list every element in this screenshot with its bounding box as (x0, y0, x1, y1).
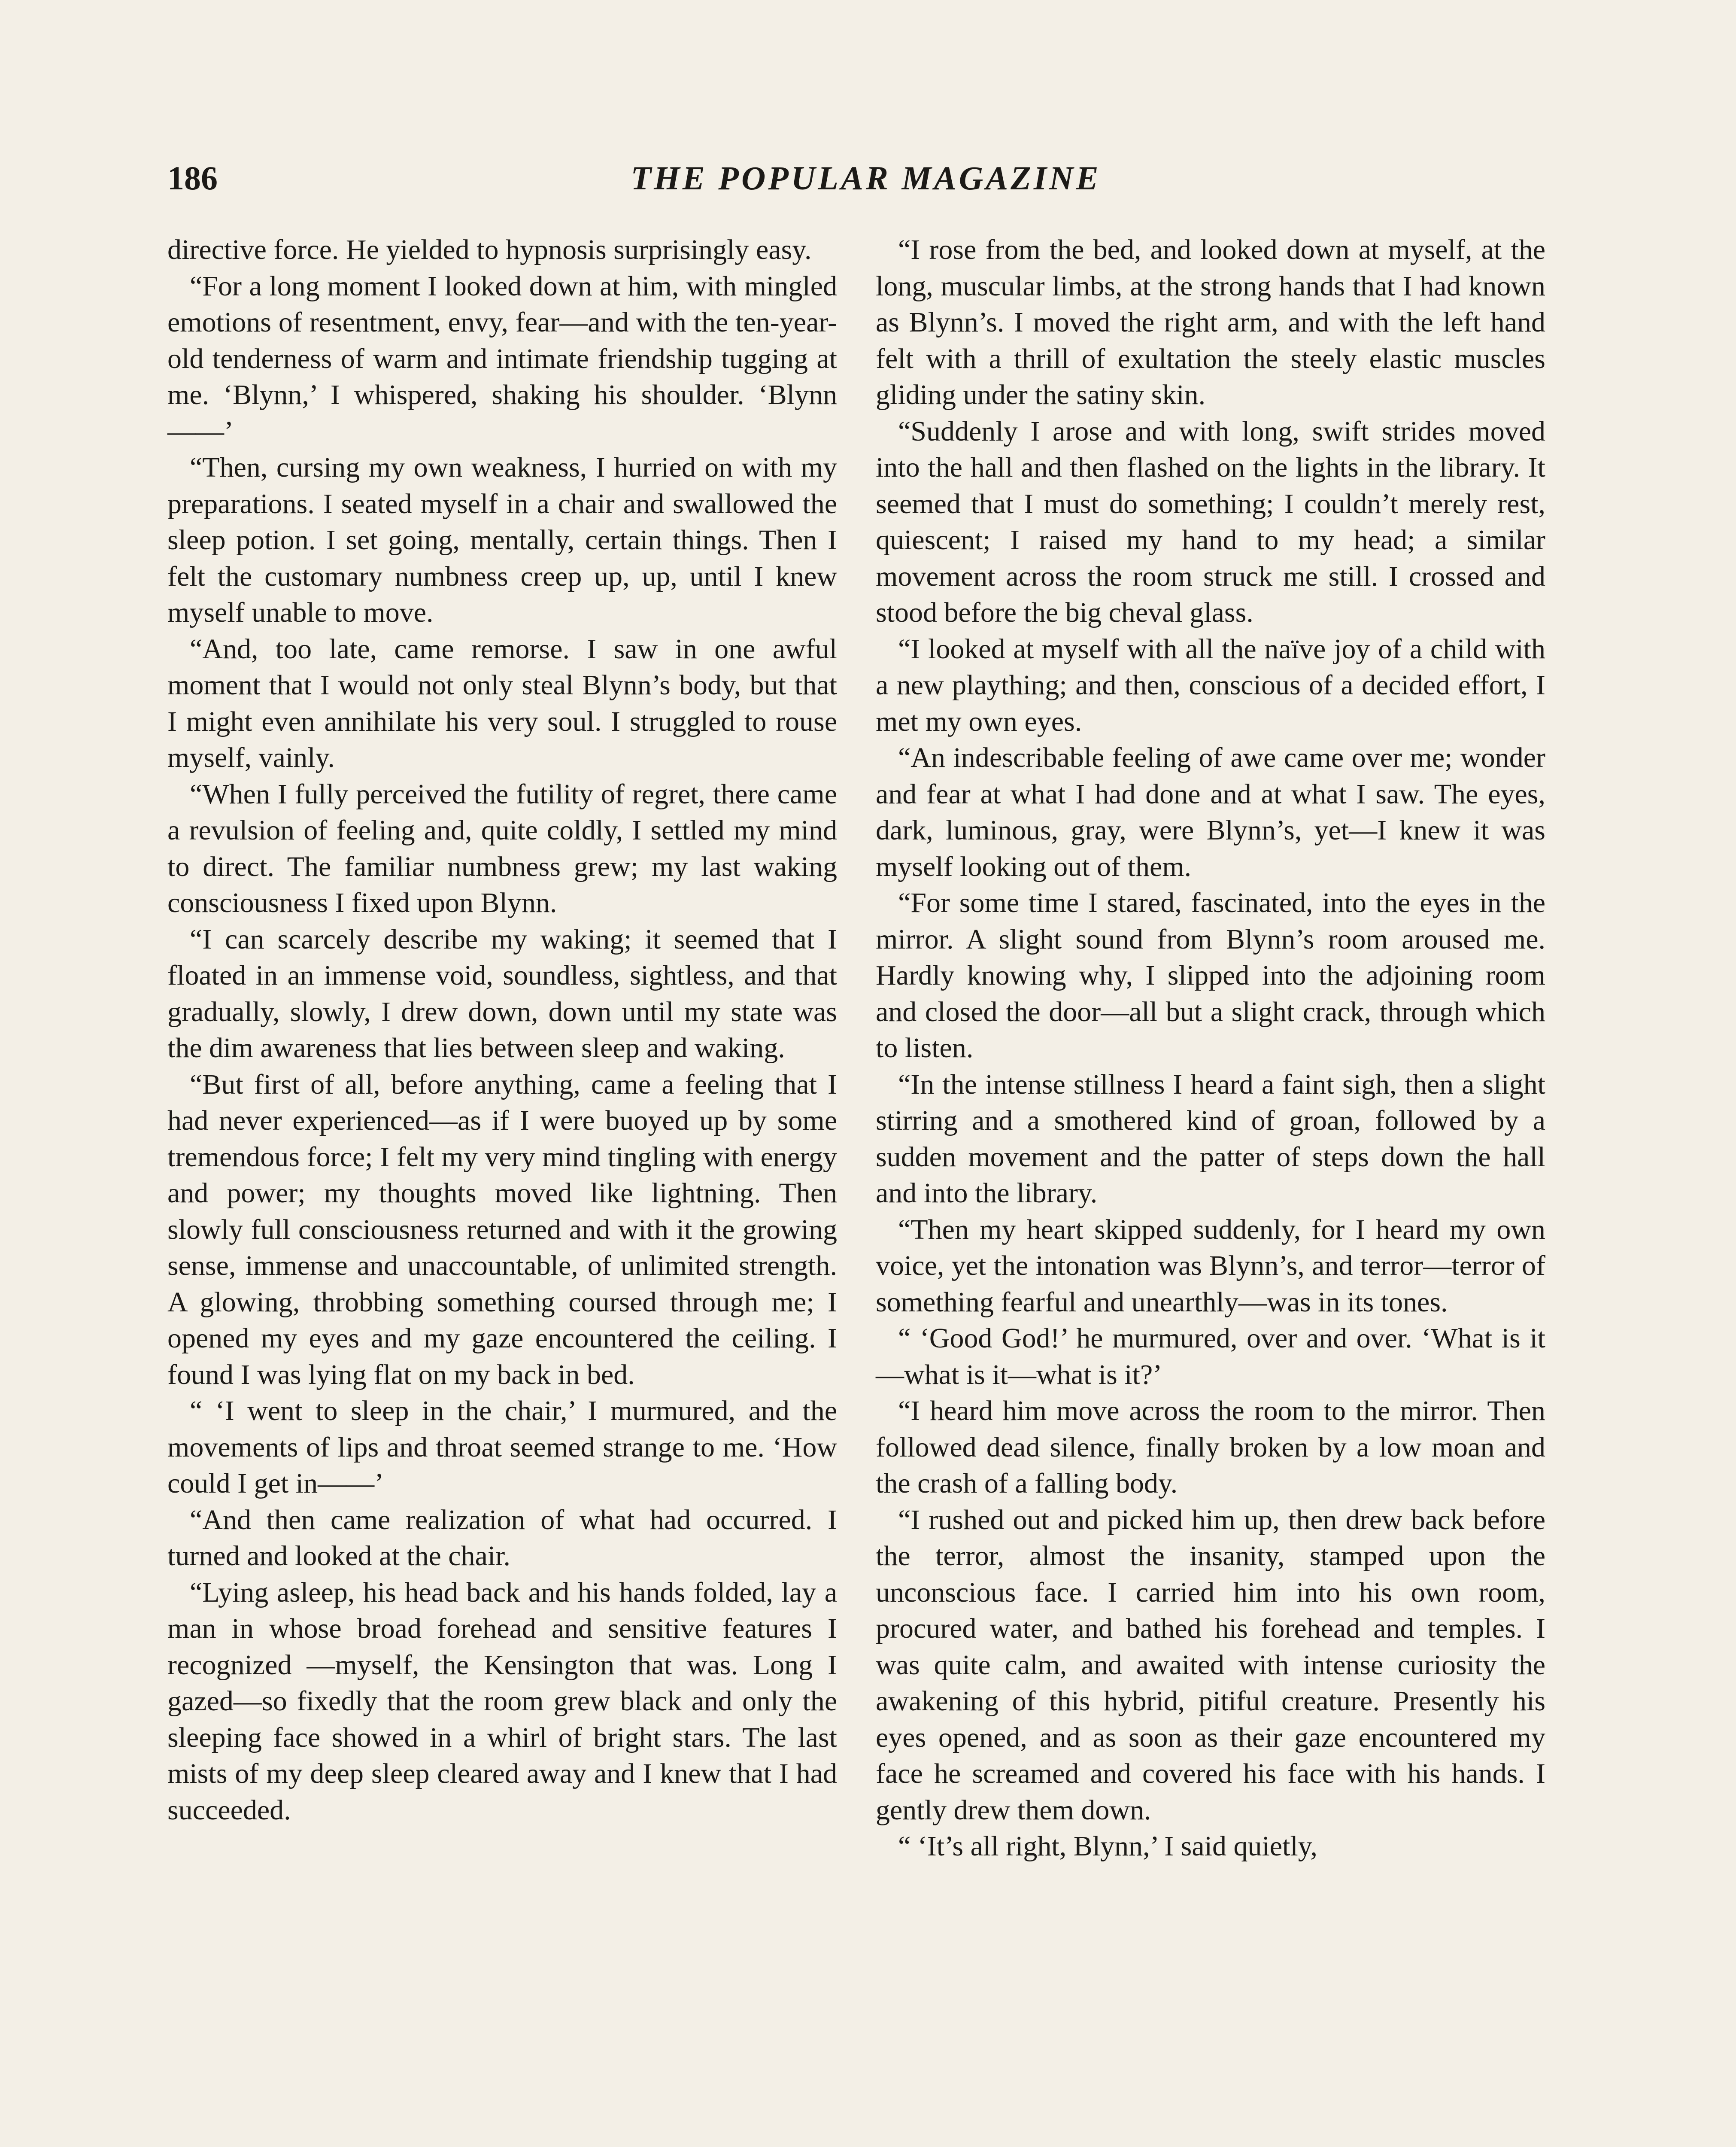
paragraph: “Then my heart skipped suddenly, for I heard my own voice, yet the intonation was Blynn’s, and terror—terror of something fearful and unearthly—was in its tones. (876, 1213, 1545, 1318)
paragraph: “I looked at myself with all the naïve joy of a child with a new plaything; and then, conscious of a decided effort, I met my own eyes. (876, 633, 1545, 737)
paragraph: “ ‘Good God!’ he murmured, over and over. ‘What is it—what is it—what is it?’ (876, 1323, 1545, 1390)
magazine-title: THE POPULAR MAGAZINE (631, 159, 1101, 197)
page-header (167, 152, 1564, 204)
paragraph: “Suddenly I arose and with long, swift strides moved into the hall and then flashed on the lights in the library. It seemed that I must do something; I couldn’t merely rest, quiescent; I raised my hand to my head; a similar movement across the room struck me still. I crossed and stood before the big cheval glass. (876, 415, 1545, 628)
paragraph: “I rose from the bed, and looked down at myself, at the long, muscular limbs, at the strong hands that I had known as Blynn’s. I moved the right arm, and with the left hand felt with a thrill of exultation the steely elastic muscles gliding under the satiny skin. (876, 234, 1545, 411)
paragraph: “And, too late, came remorse. I saw in one awful moment that I would not only steal Blynn’s body, but that I might even annihilate his very soul. I struggled to rouse myself, vainly. (167, 633, 837, 773)
paragraph: “An indescribable feeling of awe came over me; wonder and fear at what I had done and at what I saw. The eyes, dark, luminous, gray, were Blynn’s, yet—I knew it was myself looking out of them. (876, 742, 1545, 882)
paragraph: “I can scarcely describe my waking; it seemed that I floated in an immense void, soundless, sightless, and that gradually, slowly, I drew down, down until my state was the dim awareness that lies between sleep and waking. (167, 923, 837, 1064)
paragraph: “For a long moment I looked down at him, with mingled emotions of resentment, envy, fear—and with the ten-year-old tenderness of warm and intimate friendship tugging at me. ‘Blynn,’ I whispered, shaking his shoulder. ‘Blynn——’ (167, 270, 837, 447)
paragraph: “ ‘I went to sleep in the chair,’ I murmured, and the movements of lips and throat seemed strange to me. ‘How could I get in——’ (167, 1395, 837, 1499)
paragraph: “ ‘It’s all right, Blynn,’ I said quietly, (898, 1831, 1317, 1862)
paragraph: “In the intense stillness I heard a faint sigh, then a slight stirring and a smothered kind of groan, followed by a sudden movement and the patter of steps down the hall and into the library. (876, 1068, 1545, 1209)
paragraph: “But first of all, before anything, came a feeling that I had never experienced—as if I were buoyed up by some tremendous force; I felt my very mind tingling with energy and power; my thoughts moved like lightning. Then slowly full consciousness returned and with it the growing sense, immense and unaccountable, of unlimited strength. A glowing, throbbing something coursed through me; I opened my eyes and my gaze encountered the ceiling. I found I was lying flat on my back in bed. (167, 1068, 837, 1390)
paragraph: “I heard him move across the room to the mirror. Then followed dead silence, finally broken by a low moan and the crash of a falling body. (876, 1395, 1545, 1499)
page-number: 186 (167, 159, 218, 197)
right-column (876, 232, 1545, 1865)
paragraph: “I rushed out and picked him up, then drew back before the terror, almost the insanity, stamped upon the unconscious face. I carried him into his own room, procured water, and bathed his forehead and temples. I was quite calm, and awaited with intense curiosity the awakening of this hybrid, pitiful creature. Presently his eyes opened, and as soon as their gaze encountered my face he screamed and covered his face with his hands. I gently drew them down. (876, 1504, 1545, 1826)
left-column (167, 232, 837, 1828)
paragraph: directive force. He yielded to hypnosis surprisingly easy. (167, 234, 812, 265)
paragraph: “Lying asleep, his head back and his hands folded, lay a man in whose broad forehead and sensitive features I recognized —myself, the Kensington that was. Long I gazed—so fixedly that the room grew black and only the sleeping face showed in a whirl of bright stars. The last mists of my deep sleep cleared away and I knew that I had succeeded. (167, 1576, 837, 1826)
paragraph: “Then, cursing my own weakness, I hurried on with my preparations. I seated myself in a chair and swallowed the sleep potion. I set going, mentally, certain things. Then I felt the customary numbness creep up, up, until I knew myself unable to move. (167, 452, 837, 628)
paragraph: “For some time I stared, fascinated, into the eyes in the mirror. A slight sound from Blynn’s room aroused me. Hardly knowing why, I slipped into the adjoining room and closed the door—all but a slight crack, through which to listen. (876, 887, 1545, 1064)
paragraph: “When I fully perceived the futility of regret, there came a revulsion of feeling and, quite coldly, I settled my mind to direct. The familiar numbness grew; my last waking consciousness I fixed upon Blynn. (167, 778, 837, 918)
paragraph: “And then came realization of what had occurred. I turned and looked at the chair. (167, 1504, 837, 1572)
